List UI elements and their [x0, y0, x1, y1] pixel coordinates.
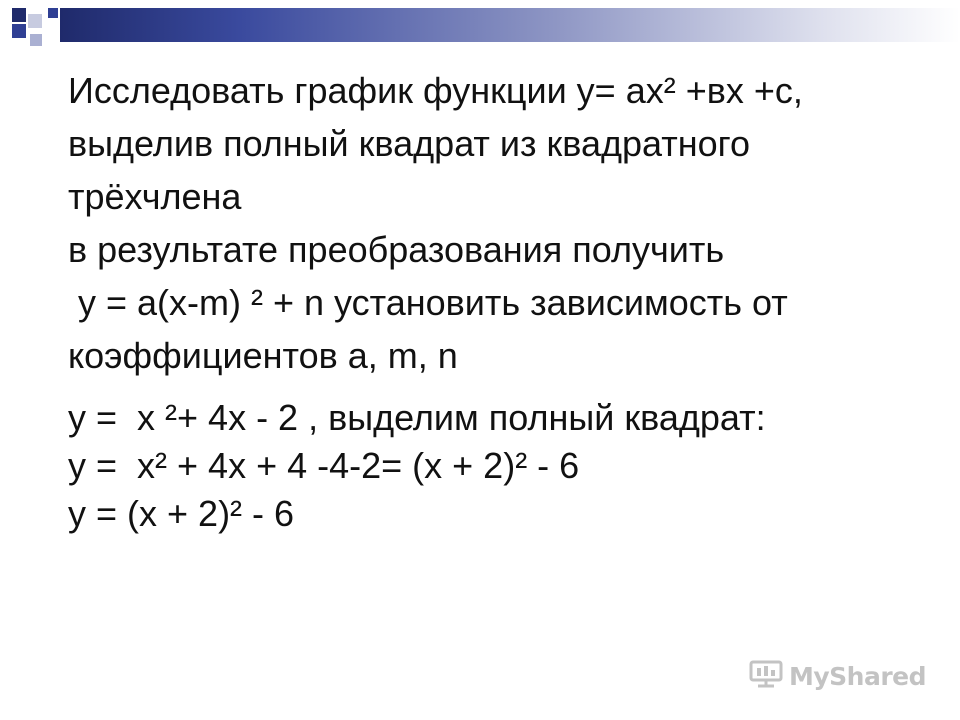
task-line: в результате преобразования получить [68, 229, 725, 270]
header-square-pale [30, 34, 42, 46]
projector-screen-icon [749, 659, 783, 694]
myshared-watermark [749, 659, 926, 694]
solution-line: y = (x + 2)² - 6 [68, 493, 295, 534]
slide-header-decoration [0, 0, 960, 60]
header-square-dark [12, 8, 26, 22]
slide-content [68, 64, 928, 538]
task-line: Исследовать график функции y= ax² +вx +c, [68, 70, 803, 111]
task-line: коэффициентов a, m, n [68, 335, 458, 376]
header-square-blue [12, 24, 26, 38]
task-line: y = a(x-m) ² + n установить зависимость от [68, 282, 788, 323]
task-line: выделив полный квадрат из квадратного [68, 123, 751, 164]
watermark-text: MyShared [788, 662, 926, 691]
solution-line: y = x ²+ 4x - 2 , выделим полный квадрат: [68, 397, 766, 438]
solution-line: y = x² + 4x + 4 -4-2= (x + 2)² - 6 [68, 445, 580, 486]
header-gradient-bar [60, 8, 960, 42]
solution-text [68, 394, 928, 538]
task-line: трёхчлена [68, 176, 242, 217]
task-text [68, 64, 928, 382]
header-square-light [28, 14, 42, 28]
header-square-small [48, 8, 58, 18]
